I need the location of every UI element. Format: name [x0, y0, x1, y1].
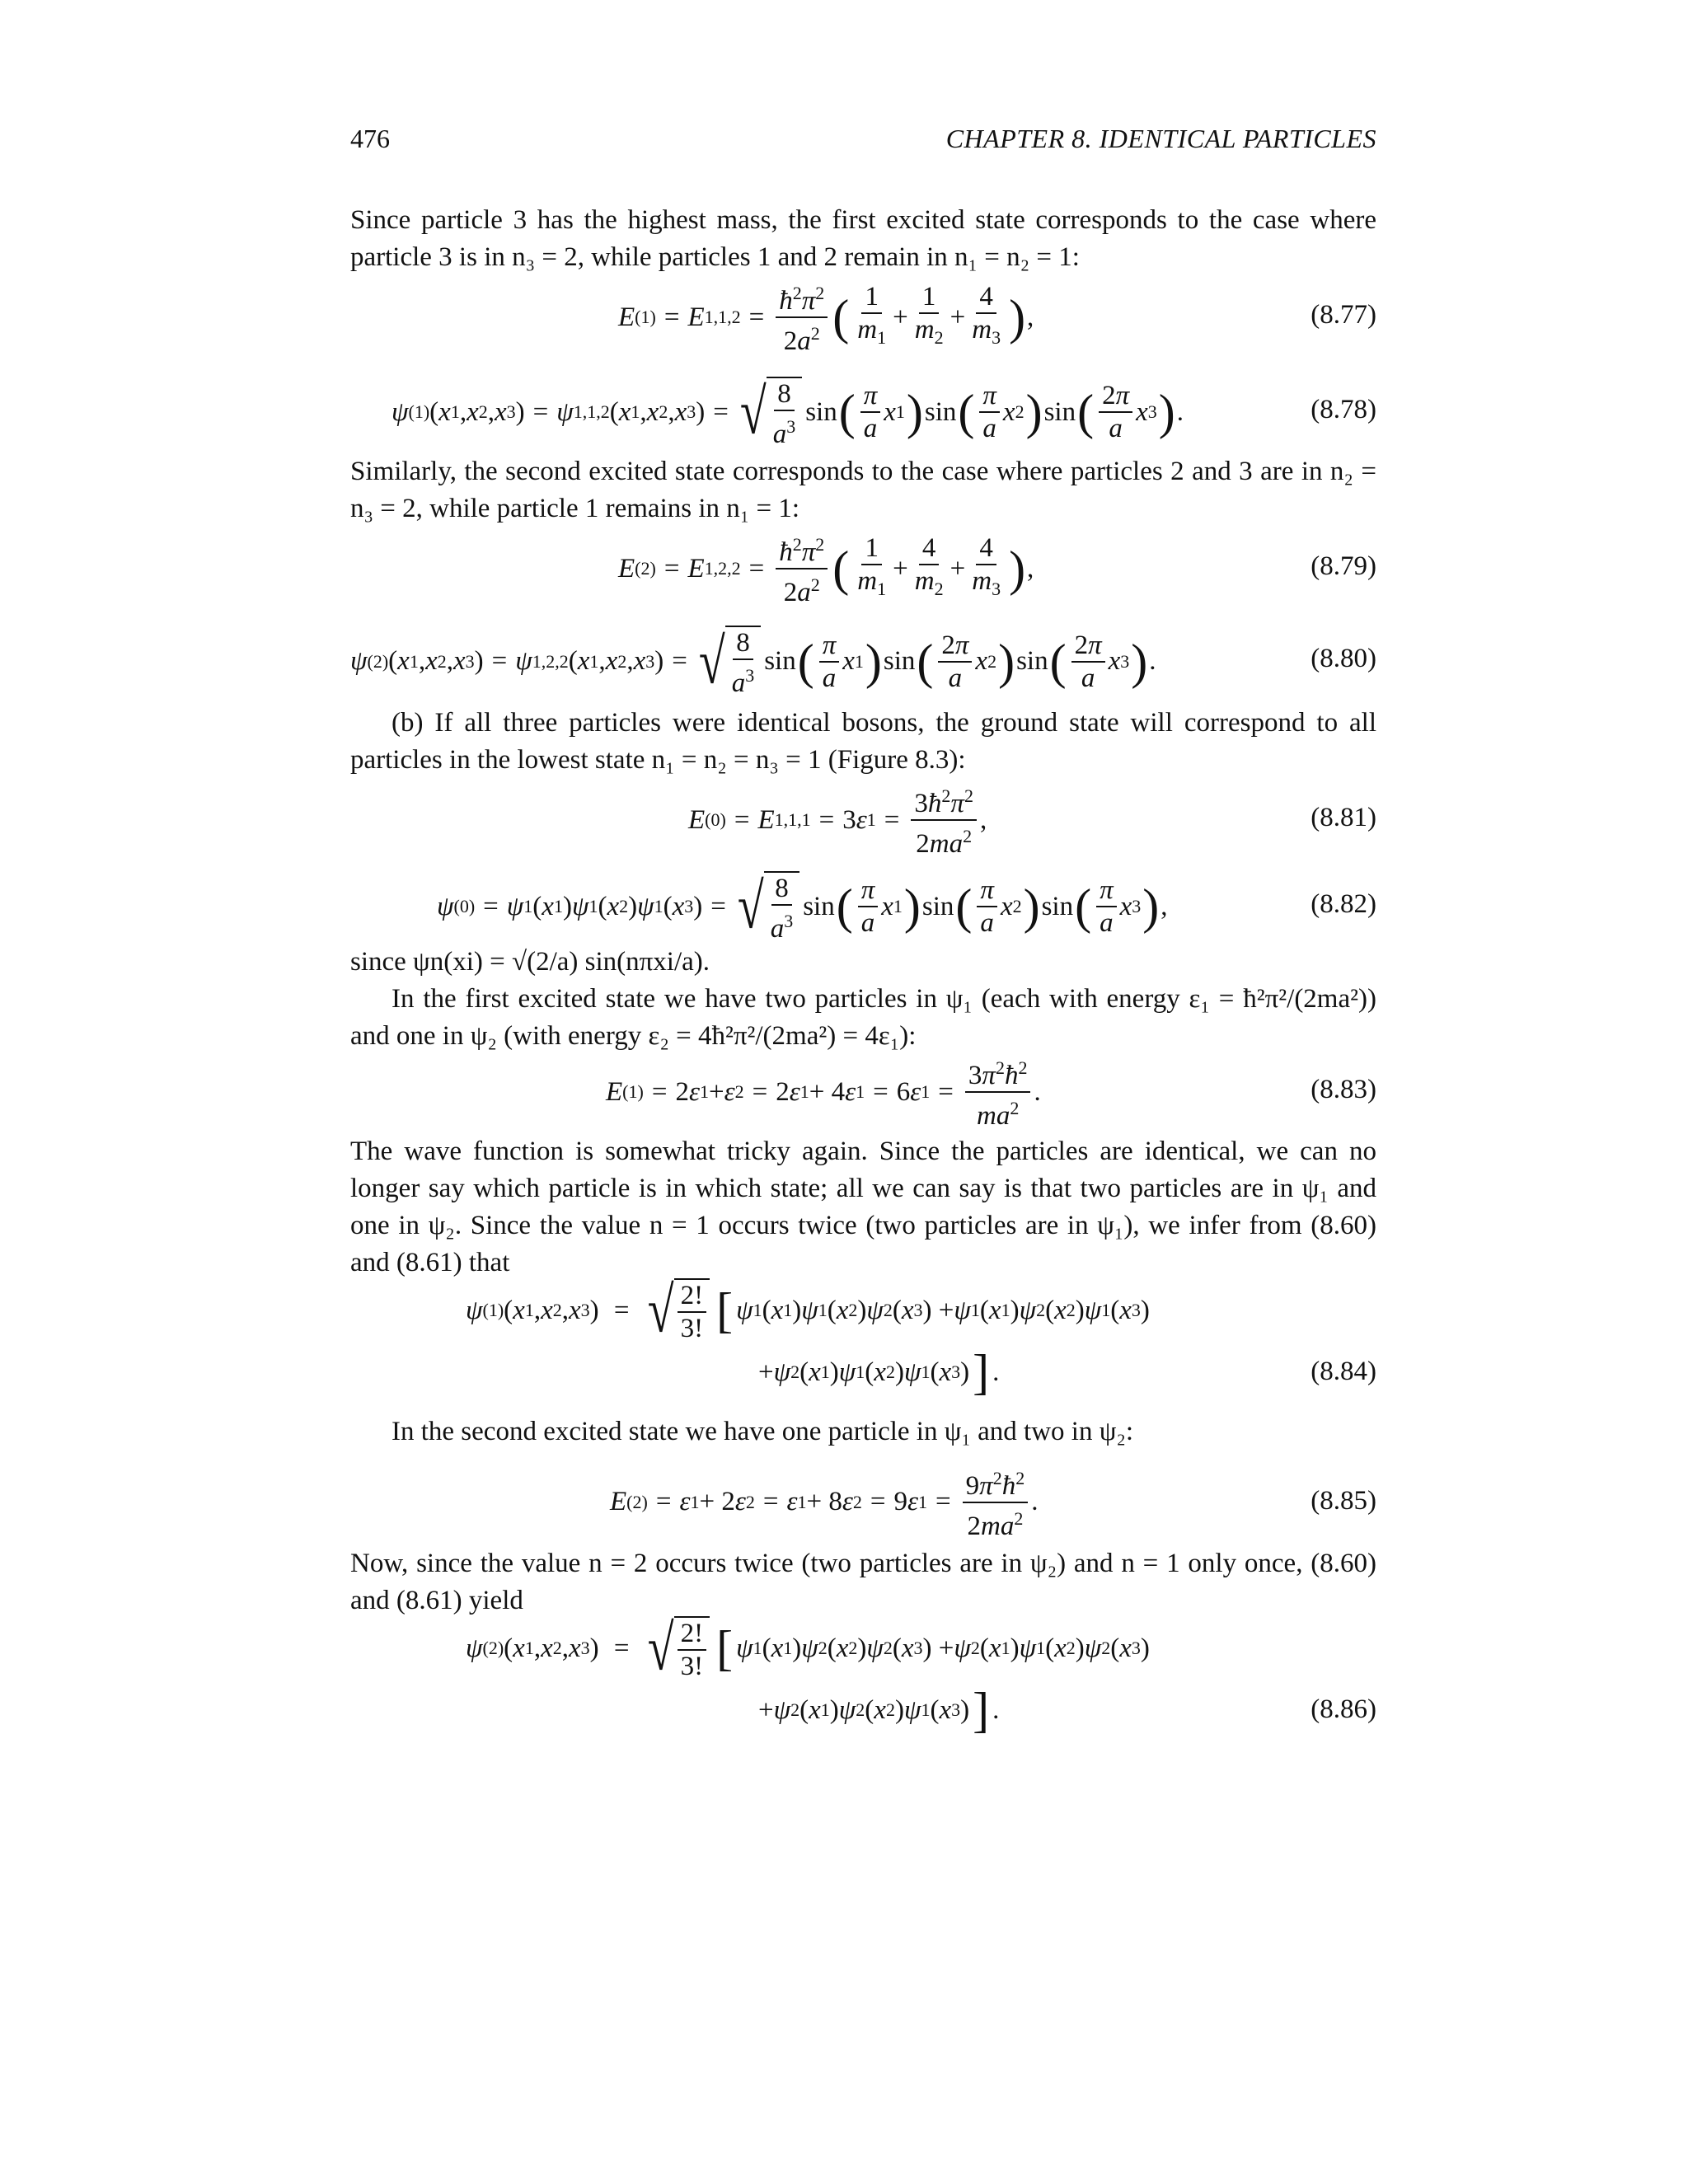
equation-8-86: ψ (2) ( x 1 , x 2 , x 3 ) = √ $\frac{2!}{3!}$ [ ψ 1 ( x 1 ) ψ 2 ( x 2 ) ψ 2 ( x 3 ) + ψ 2 ( x 1 ) ψ 1 ( x 2 ) ψ 2 ( x 3 ) + ψ 2 ( x 1 ) ψ 2 ( x 2 ) ψ 1 ( x 3 ) ] . (8.86) [466, 1611, 1376, 1737]
paragraph-3: (b) If all three particles were identical bosons, the ground state will correspond to all particles in the lowest state n₁ = n₂ = n₃ = 1 (Figure 8.3): [350, 708, 1376, 775]
equation-8-85: E (2) = ε 1 + 2 ε 2 = ε 1 + 8 ε 2 = 9 ε 1 = $\frac{9\pi^2ħ^2}{2ma^2}$ . (8.85) [350, 1463, 1376, 1541]
equation-number: (8.84) [1311, 1357, 1376, 1386]
paragraph-7: In the second excited state we have one particle in ψ₁ and two in ψ₂: [392, 1417, 1134, 1446]
equation-8-80: ψ (2) ( x 1 , x 2 , x 3 ) = ψ 1,2,2 ( x 1 , x 2 , x 3 ) = √ $\frac{8}{a^3}$ sin ( $\frac{\pi}{a}$ x 1 ) sin ( $\frac{2\pi}{a}$ x 2 ) sin ( $\frac{2\pi}{a}$ x 3 ) . (8.80) [350, 624, 1376, 698]
paragraph-4: since ψn(xi) = √(2/a) sin(nπxi/a). [350, 947, 710, 977]
paragraph-1: Since particle 3 has the highest mass, the first excited state corresponds to the case where particle 3 is in n₃ = 2, while particles 1 and 2 remain in n₁ = n₂ = 1: [350, 205, 1376, 272]
equation-number: (8.80) [1311, 644, 1376, 673]
paragraph-5: In the first excited state we have two particles in ψ₁ (each with energy ε₁ = ħ²π²/(2ma²)) and one in ψ₂ (with energy ε₂ = 4ħ²π²/(2ma²) = 4ε₁): [350, 984, 1376, 1051]
chapter-title: CHAPTER 8. IDENTICAL PARTICLES [945, 124, 1376, 153]
equation-8-79: E (2) = E 1,2,2 = $\frac{ħ^2\pi^2}{2a^2}$ ( $\frac{1}{m_1}$ + $\frac{4}{m_2}$ + $\frac{4}{m_3}$ ) , (8.79) [350, 532, 1376, 606]
paragraph-8: Now, since the value n = 2 occurs twice (two particles are in ψ₂) and n = 1 only once, (8.60) and (8.61) yield [350, 1549, 1376, 1615]
equation-8-82: ψ (0) = ψ 1 ( x 1 ) ψ 1 ( x 2 ) ψ 1 ( x 3 ) = √ $\frac{8}{a^3}$ sin ( $\frac{\pi}{a}$ x 1 ) sin ( $\frac{\pi}{a}$ x 2 ) sin ( $\frac{\pi}{a}$ x 3 ) , (8.82) [437, 869, 1376, 944]
equation-number: (8.81) [1311, 803, 1376, 832]
paragraph-6: The wave function is somewhat tricky again. Since the particles are identical, we can no longer say which particle is in which state; all we can say is that two particles are in ψ₁ and one in ψ₂. Since the value n = 1 occurs twice (two particles are in ψ₁), we infer from (8.60) and (8.61) that [350, 1137, 1376, 1277]
equation-number: (8.86) [1311, 1694, 1376, 1724]
equation-number: (8.83) [1311, 1075, 1376, 1104]
equation-number: (8.82) [1311, 889, 1376, 919]
equation-8-78: ψ (1) ( x 1 , x 2 , x 3 ) = ψ 1,1,2 ( x 1 , x 2 , x 3 ) = √ $\frac{8}{a^3}$ sin ( $\frac{\pi}{a}$ x 1 ) sin ( $\frac{\pi}{a}$ x 2 ) sin ( $\frac{2\pi}{a}$ x 3 ) . (8.78) [392, 375, 1376, 449]
equation-number: (8.85) [1311, 1486, 1376, 1516]
equation-8-77: E (1) = E 1,1,2 = $\frac{ħ^2\pi^2}{2a^2}$ ( $\frac{1}{m_1}$ + $\frac{1}{m_2}$ + $\frac{4}{m_3}$ ) , (8.77) [350, 280, 1376, 354]
page-header [350, 124, 1376, 165]
equation-number: (8.77) [1311, 300, 1376, 330]
equation-number: (8.78) [1311, 395, 1376, 424]
page-number: 476 [350, 124, 390, 153]
equation-8-83: E (1) = 2 ε 1 + ε 2 = 2 ε 1 + 4 ε 1 = 6 ε 1 = $\frac{3\pi^2ħ^2}{ma^2}$ . (8.83) [350, 1055, 1376, 1129]
paragraph-2: Similarly, the second excited state corresponds to the case where particles 2 and 3 are in n₂ = n₃ = 2, while particle 1 remains in n₁ = 1: [350, 457, 1376, 523]
equation-8-84: ψ (1) ( x 1 , x 2 , x 3 ) = √ $\frac{2!}{3!}$ [ ψ 1 ( x 1 ) ψ 1 ( x 2 ) ψ 2 ( x 3 ) + ψ 1 ( x 1 ) ψ 2 ( x 2 ) ψ 1 ( x 3 ) + ψ 2 ( x 1 ) ψ 1 ( x 2 ) ψ 1 ( x 3 ) ] . (8.84) [466, 1273, 1376, 1399]
equation-8-81: E (0) = E 1,1,1 = 3 ε 1 = $\frac{3ħ^2\pi^2}{2ma^2}$ , (8.81) [350, 783, 1376, 857]
equation-number: (8.79) [1311, 551, 1376, 581]
